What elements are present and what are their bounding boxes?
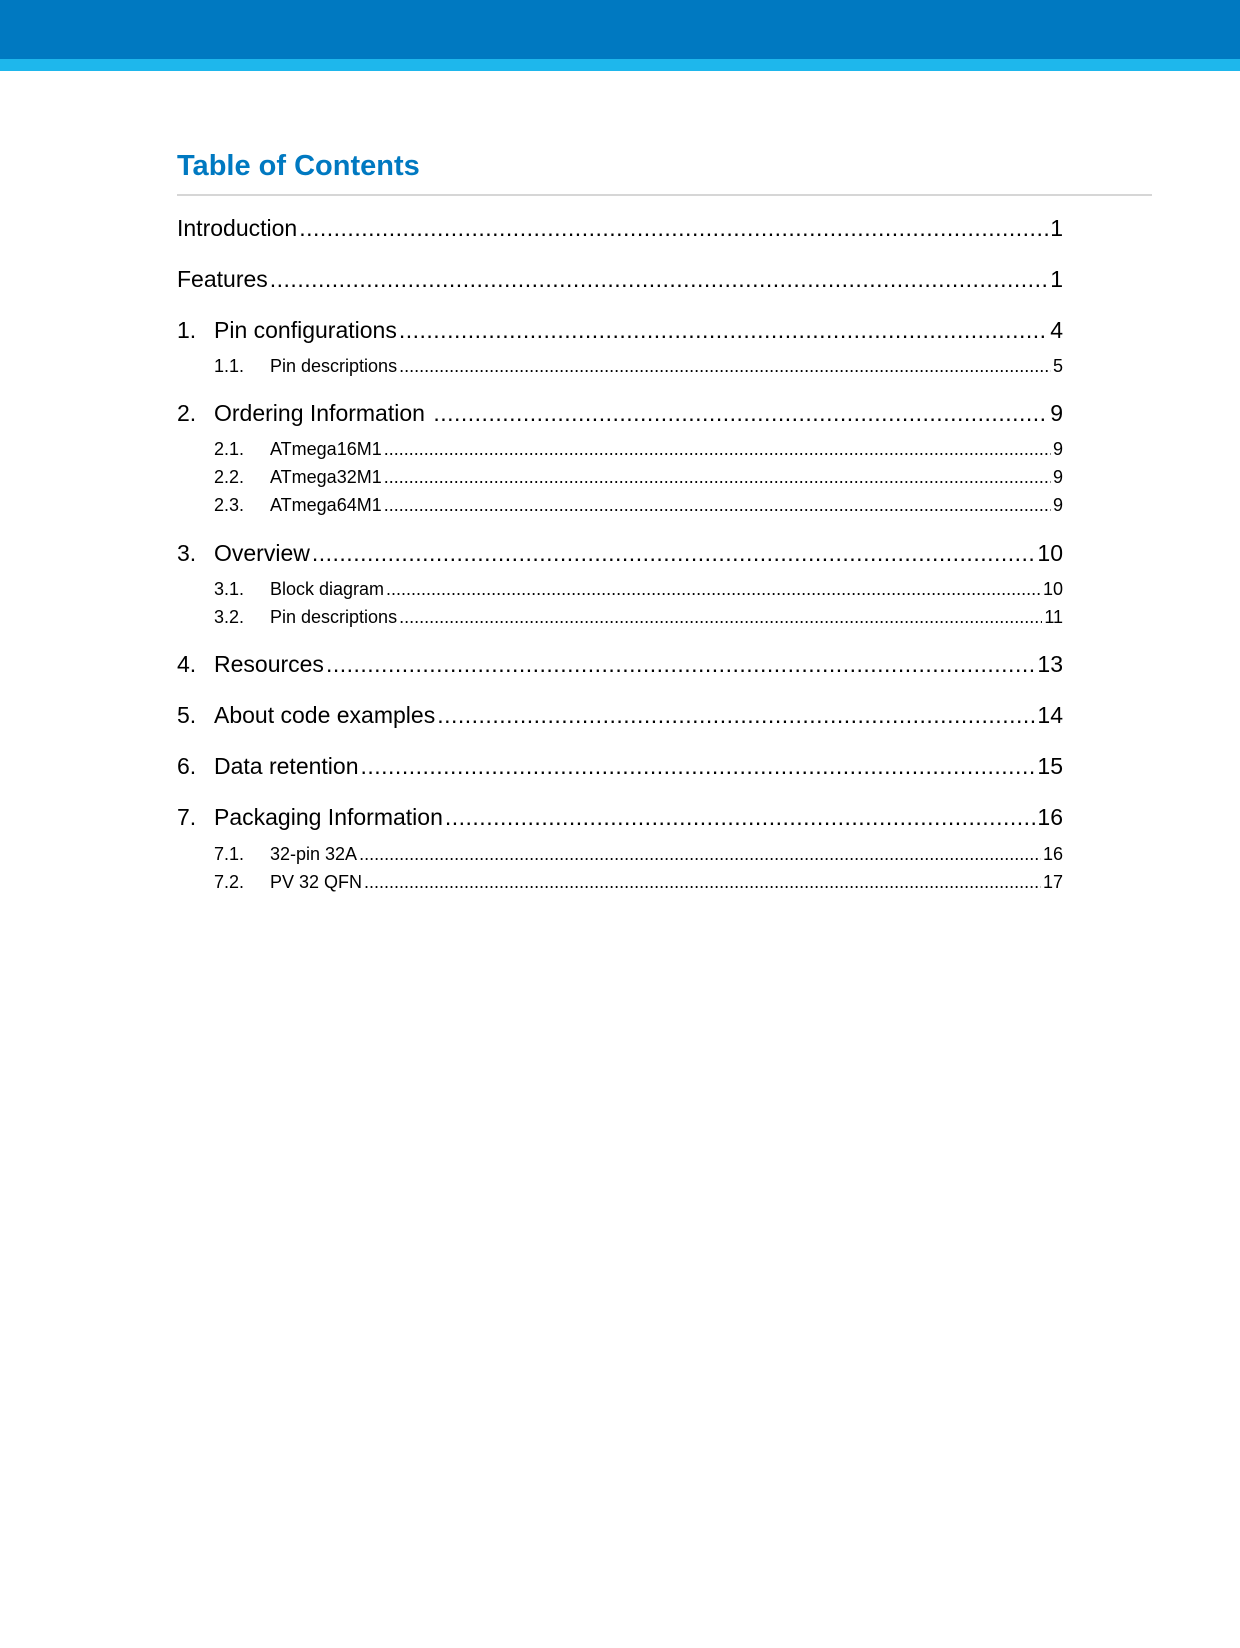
toc-leader-dots	[312, 538, 1036, 568]
toc-leader-dots	[399, 605, 1042, 629]
toc-entry-page: 15	[1037, 753, 1063, 779]
toc-leader-dots	[359, 842, 1041, 866]
toc-leader-dots	[270, 264, 1048, 294]
toc-entry-label: Ordering Information	[214, 400, 432, 426]
toc-leader-dots	[326, 649, 1035, 679]
toc-entry-label: ATmega64M1	[270, 495, 382, 515]
toc-entry-page: 9	[1052, 495, 1063, 515]
toc-leader-dots	[433, 398, 1048, 428]
toc-entry-number: 7.2.	[214, 872, 245, 892]
toc-leader-dots	[384, 437, 1051, 461]
toc-leader-dots	[384, 493, 1051, 517]
toc-entry-number: 2.3.	[214, 495, 245, 515]
toc-entry-page: 17	[1042, 872, 1063, 892]
toc-entry-label: Resources	[214, 651, 324, 677]
toc-entry-number: 7.1.	[214, 844, 245, 864]
toc-entry-number: 2.2.	[214, 467, 245, 487]
toc-entry-number: 3.1.	[214, 579, 245, 599]
toc-entry-overview[interactable]	[177, 538, 1063, 568]
toc-entry-label: Introduction	[177, 215, 298, 241]
toc-entry-label: Pin descriptions	[270, 356, 398, 376]
toc-entry-page: 14	[1037, 702, 1063, 728]
toc-entry-number: 2.1.	[214, 439, 245, 459]
toc-leader-dots	[299, 213, 1048, 243]
toc-entry-features[interactable]	[177, 264, 1063, 294]
toc-leader-dots	[399, 315, 1048, 345]
toc-entry-label: Packaging Information	[214, 804, 443, 830]
toc-entry-number: 2.	[177, 400, 197, 426]
page-title: Table of Contents	[177, 150, 420, 182]
toc-entry-ordering-information[interactable]	[177, 398, 1063, 428]
toc-entry-packaging-information[interactable]	[177, 802, 1063, 832]
toc-entry-page: 16	[1042, 844, 1063, 864]
toc-entry-label: Overview	[214, 540, 310, 566]
toc-entry-atmega32m1[interactable]	[177, 465, 1063, 489]
toc-entry-page: 1	[1050, 215, 1063, 241]
toc-entry-page: 9	[1052, 439, 1063, 459]
toc-entry-page: 11	[1044, 607, 1063, 627]
toc-leader-dots	[437, 700, 1035, 730]
toc-entry-number: 3.	[177, 540, 197, 566]
toc-entry-pin-descriptions[interactable]	[177, 354, 1063, 378]
toc-entry-label: PV 32 QFN	[270, 872, 363, 892]
toc-entry-about-code-examples[interactable]	[177, 700, 1063, 730]
toc-entry-atmega64m1[interactable]	[177, 493, 1063, 517]
toc-entry-number: 4.	[177, 651, 197, 677]
toc-entry-page: 10	[1037, 540, 1063, 566]
toc-entry-label: Block diagram	[270, 579, 385, 599]
toc-entry-page: 9	[1052, 467, 1063, 487]
toc-list	[177, 0, 1063, 1648]
toc-entry-label: About code examples	[214, 702, 436, 728]
toc-entry-label: Data retention	[214, 753, 359, 779]
toc-leader-dots	[445, 802, 1036, 832]
toc-entry-page: 16	[1037, 804, 1063, 830]
toc-entry-data-retention[interactable]	[177, 751, 1063, 781]
toc-entry-number: 5.	[177, 702, 197, 728]
toc-entry-label: 32-pin 32A	[270, 844, 358, 864]
toc-entry-pv-32-qfn[interactable]	[177, 870, 1063, 894]
toc-entry-label: Features	[177, 266, 268, 292]
toc-entry-label: ATmega16M1	[270, 439, 382, 459]
toc-leader-dots	[386, 577, 1041, 601]
toc-entry-label: Pin configurations	[214, 317, 397, 343]
toc-entry-label: ATmega32M1	[270, 467, 382, 487]
toc-entry-page: 5	[1052, 356, 1063, 376]
toc-entry-pin-configurations[interactable]	[177, 315, 1063, 345]
toc-entry-number: 7.	[177, 804, 197, 830]
toc-entry-page: 9	[1050, 400, 1063, 426]
toc-entry-number: 1.	[177, 317, 197, 343]
toc-entry-introduction[interactable]	[177, 213, 1063, 243]
toc-entry-number: 6.	[177, 753, 197, 779]
toc-leader-dots	[399, 354, 1051, 378]
toc-leader-dots	[360, 751, 1035, 781]
toc-entry-atmega16m1[interactable]	[177, 437, 1063, 461]
toc-leader-dots	[384, 465, 1051, 489]
toc-leader-dots	[364, 870, 1041, 894]
toc-entry-page: 1	[1050, 266, 1063, 292]
toc-entry-label: Pin descriptions	[270, 607, 398, 627]
toc-entry-resources[interactable]	[177, 649, 1063, 679]
toc-entry-number: 1.1.	[214, 356, 245, 376]
toc-entry-number: 3.2.	[214, 607, 245, 627]
toc-entry-page: 4	[1050, 317, 1063, 343]
toc-entry-page: 10	[1042, 579, 1063, 599]
toc-entry-page: 13	[1037, 651, 1063, 677]
toc-entry-block-diagram[interactable]	[177, 577, 1063, 601]
toc-entry-pin-descriptions-2[interactable]	[177, 605, 1063, 629]
toc-entry-32-pin-32a[interactable]	[177, 842, 1063, 866]
